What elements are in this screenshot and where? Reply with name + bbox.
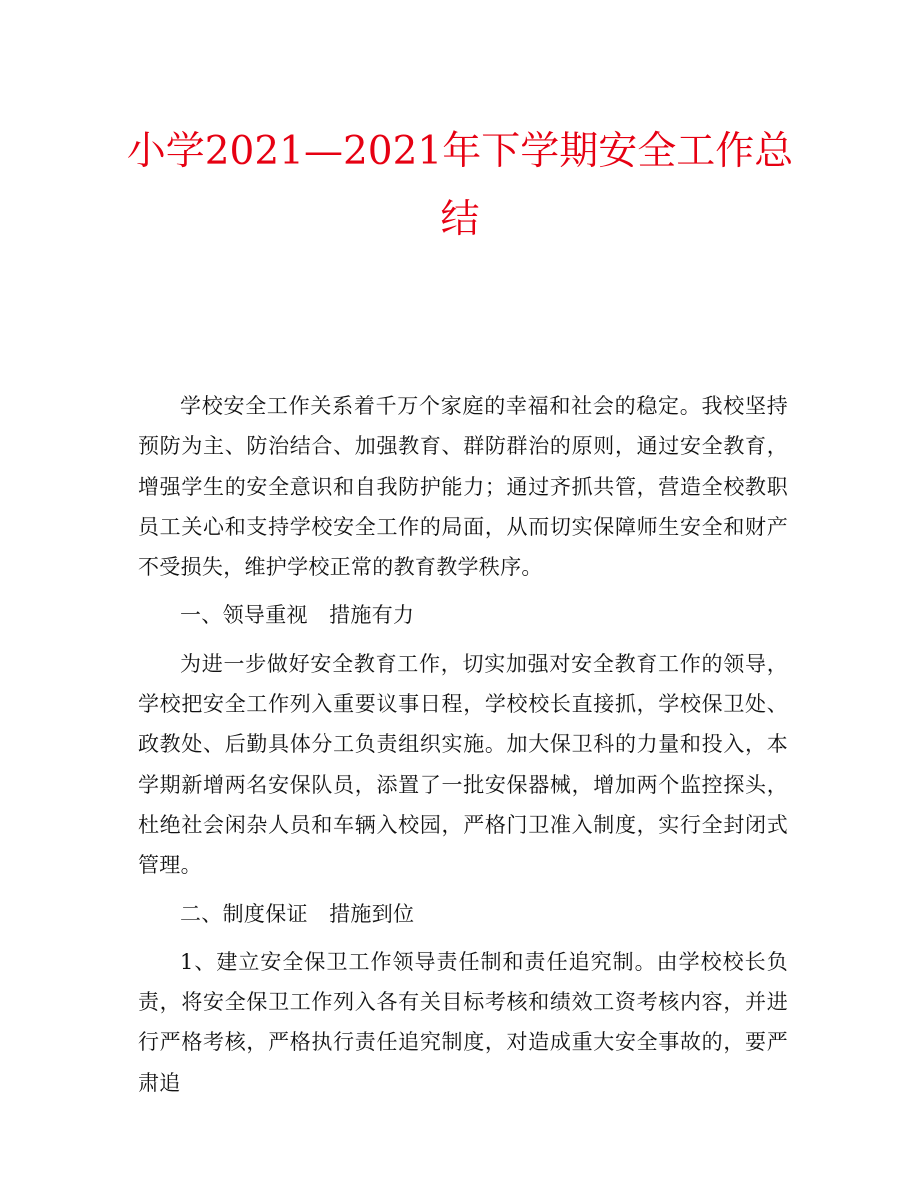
- section-heading-1: 一、领导重视 措施有力: [180, 603, 415, 628]
- section-2-paragraph: 1、建立安全保卫工作领导责任制和责任追究制。由学校校长负责，将安全保卫工作列入各有关目标考核和绩效工资考核内容，并进行严格考核，严格执行责任追究制度，对造成重大安全事故的，要严肃追: [138, 949, 788, 1095]
- section-heading-2: 二、制度保证 措施到位: [180, 901, 415, 926]
- document-title-line-1: 小学2021—2021年下学期安全工作总: [126, 129, 794, 174]
- document-title-line-2: 结: [440, 197, 480, 242]
- intro-paragraph: 学校安全工作关系着千万个家庭的幸福和社会的稳定。我校坚持预防为主、防治结合、加强教育、群防群治的原则，通过安全教育，增强学生的安全意识和自我防护能力；通过齐抓共管，营造全校教职员工关心和支持学校安全工作的局面，从而切实保障师生安全和财产不受损失，维护学校正常的教育教学秩序。: [138, 394, 788, 580]
- document-body: [138, 386, 788, 1103]
- section-1-paragraph: 为进一步做好安全教育工作，切实加强对安全教育工作的领导，学校把安全工作列入重要议事日程，学校校长直接抓，学校保卫处、政教处、后勤具体分工负责组织实施。加大保卫科的力量和投入，本学期新增两名安保队员，添置了一批安保器械，增加两个监控探头，杜绝社会闲杂人员和车辆入校园，严格门卫准入制度，实行全封闭式管理。: [138, 651, 788, 878]
